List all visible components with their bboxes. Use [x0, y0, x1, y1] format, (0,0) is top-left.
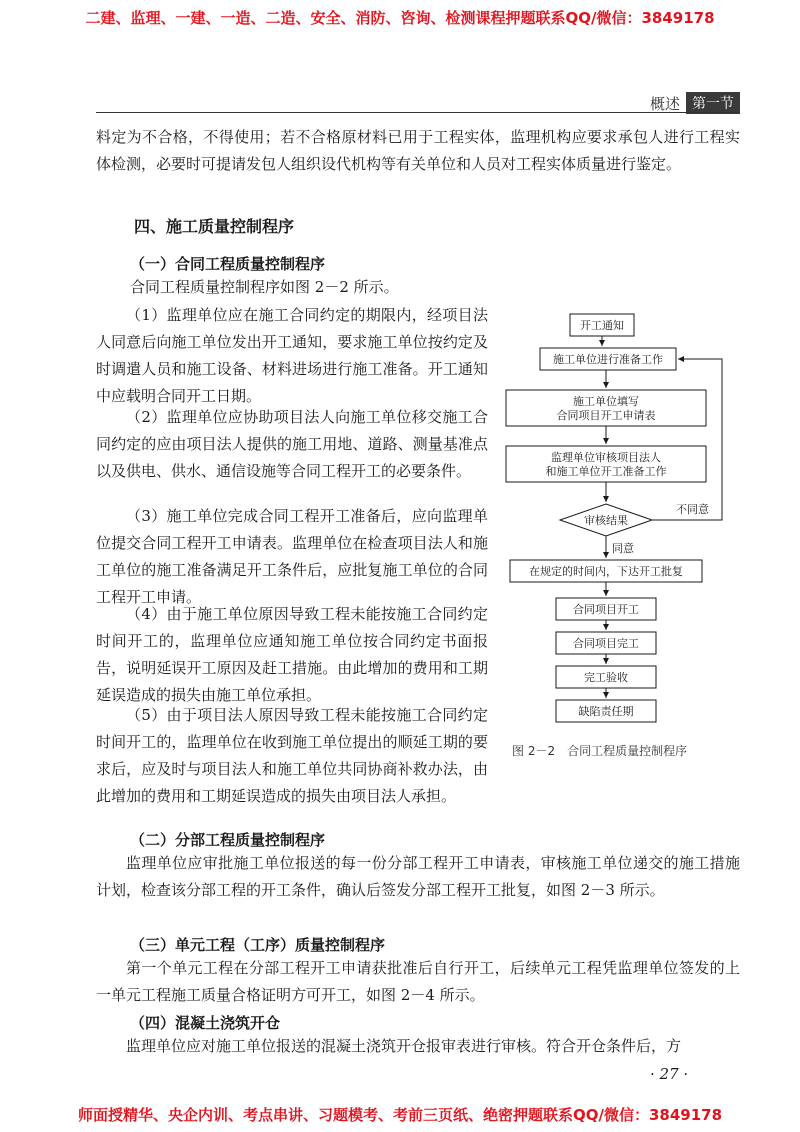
heading-sub-3: （三）单元工程（工序）质量控制程序	[130, 936, 386, 954]
running-header	[650, 92, 740, 114]
flow-text-prep: 施工单位进行准备工作	[553, 353, 663, 366]
flow-text-review-1: 监理单位审核项目法人	[551, 451, 661, 464]
sub1-item-4: （4）由于施工单位原因导致工程未能按施工合同约定时间开工的，监理单位应通知施工单位按合同约定书面报告，说明延误开工原因及赶工措施。由此增加的费用和工期延误造成的损失由施工单位承担。	[96, 605, 488, 704]
header-rule	[96, 112, 740, 113]
header-chapter: 概述	[649, 94, 680, 113]
header-section-badge: 第一节	[686, 92, 740, 114]
sub1-item-1: （1）监理单位应在施工合同约定的期限内，经项目法人同意后向施工单位发出开工通知，要求施工单位按约定及时调遣人员和施工设备、材料进场进行施工准备。开工通知中应载明合同开工日期。	[96, 306, 488, 405]
flow-text-acceptance: 完工验收	[584, 671, 628, 684]
figure-caption: 图 2－2 合同工程质量控制程序	[512, 744, 688, 758]
sub3-text: 第一个单元工程在分部工程开工申请获批准后自行开工，后续单元工程凭监理单位签发的上一单元工程施工质量合格证明方可开工，如图 2－4 所示。	[96, 959, 740, 1004]
sub1-item-5: （5）由于项目法人原因导致工程未能按施工合同约定时间开工的，监理单位在收到施工单位提出的顺延工期的要求后，应及时与项目法人和施工单位共同协商补救办法，由此增加的费用和工期延误造成的损失由项目法人承担。	[96, 706, 488, 805]
heading-sub-1: （一）合同工程质量控制程序	[130, 255, 326, 273]
page-number: · 27 ·	[650, 1065, 689, 1083]
flow-text-project-start: 合同项目开工	[573, 603, 639, 616]
flow-text-fill-1: 施工单位填写	[573, 395, 639, 408]
flow-text-start: 开工通知	[580, 319, 624, 332]
heading-sub-2: （二）分部工程质量控制程序	[130, 831, 326, 849]
flow-text-project-complete: 合同项目完工	[573, 637, 639, 650]
flow-label-pass: 同意	[612, 542, 634, 555]
flow-text-approval: 在规定的时间内，下达开工批复	[529, 565, 683, 578]
flow-text-defect: 缺陷责任期	[578, 705, 634, 718]
sub1-item-2: （2）监理单位应协助项目法人向施工单位移交施工合同约定的应由项目法人提供的施工用地、道路、测量基准点以及供电、供水、通信设施等合同工程开工的必要条件。	[96, 408, 488, 480]
sub1-item-3: （3）施工单位完成合同工程开工准备后，应向监理单位提交合同工程开工申请表。监理单位在检查项目法人和施工单位的施工准备满足开工条件后，应批复施工单位的合同工程开工申请。	[96, 507, 488, 606]
heading-section-4: 四、施工质量控制程序	[134, 217, 295, 236]
sub1-intro: 合同工程质量控制程序如图 2－2 所示。	[130, 278, 399, 296]
sub2-text: 监理单位应审批施工单位报送的每一份分部工程开工申请表，审核施工单位递交的施工措施计划，检查该分部工程的开工条件，确认后签发分部工程开工批复，如图 2－3 所示。	[96, 854, 740, 899]
para-top: 料定为不合格，不得使用；若不合格原材料已用于工程实体，监理机构应要求承包人进行工程实体检测，必要时可提请发包人组织设代机构等有关单位和人员对工程实体质量进行鉴定。	[96, 128, 740, 173]
flow-label-fail: 不同意	[676, 503, 709, 516]
heading-sub-4: （四）混凝土浇筑开仓	[130, 1014, 281, 1032]
flow-text-fill-2: 合同项目开工申请表	[556, 409, 656, 422]
flowchart-contract-quality-control	[500, 312, 736, 732]
banner-top: 二建、监理、一建、一造、二造、安全、消防、咨询、检测课程押题联系QQ/微信：3849178	[85, 9, 715, 27]
sub4-text: 监理单位应对施工单位报送的混凝土浇筑开仓报审表进行审核。符合开仓条件后，方	[126, 1037, 682, 1055]
flow-text-result: 审核结果	[584, 514, 628, 527]
banner-bottom: 师面授精华、央企内训、考点串讲、习题模考、考前三页纸、绝密押题联系QQ/微信：3849178	[77, 1106, 723, 1124]
flow-text-review-2: 和施工单位开工准备工作	[545, 465, 667, 478]
